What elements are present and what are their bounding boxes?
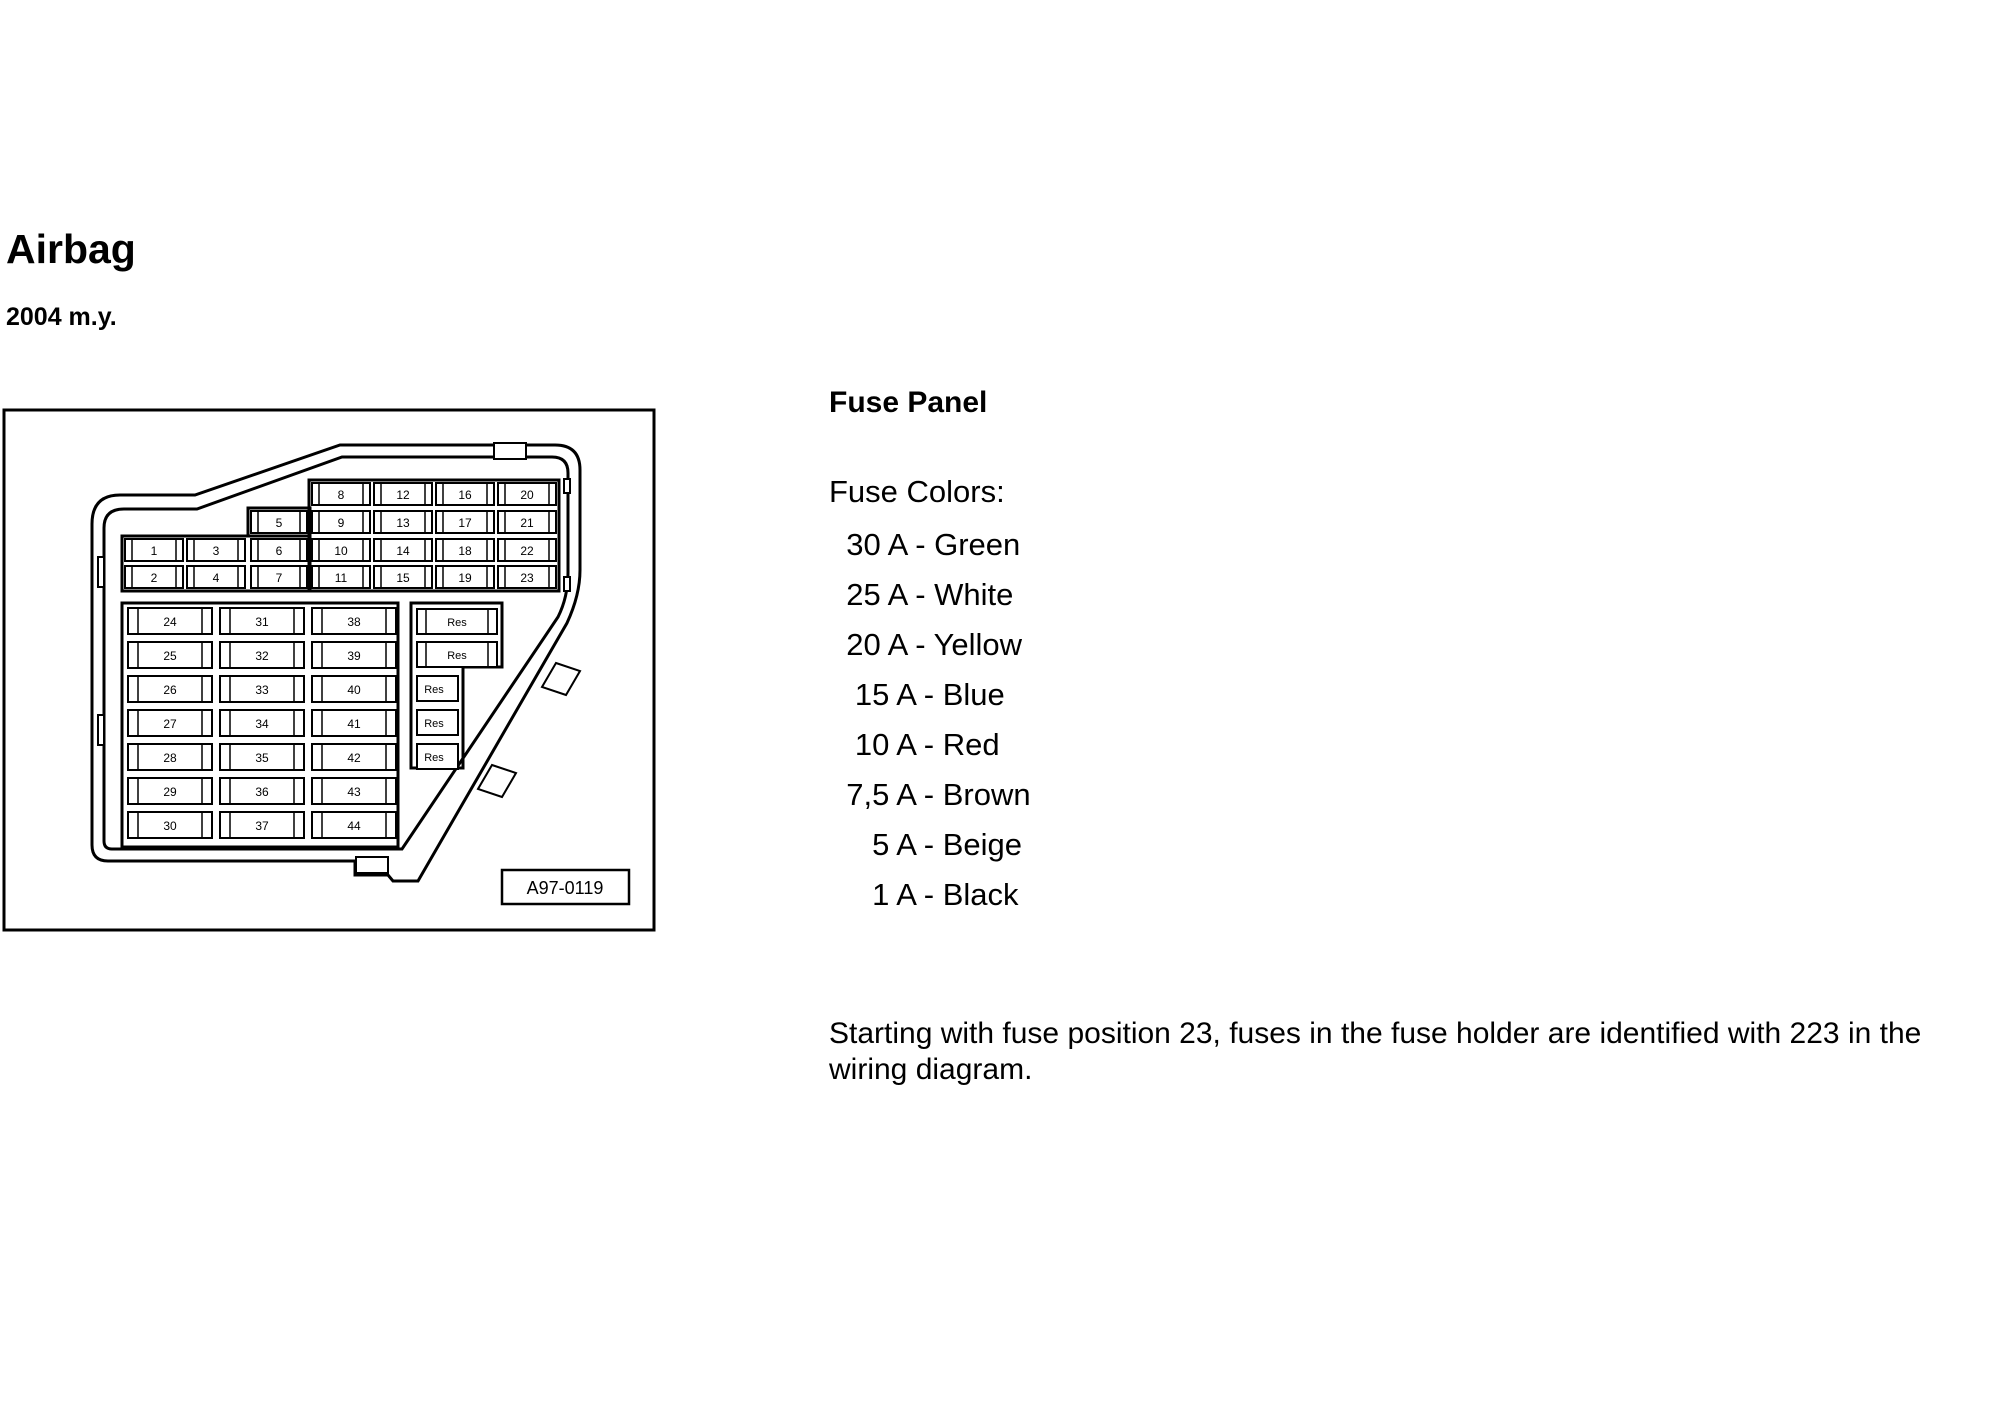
svg-text:5: 5 bbox=[275, 516, 283, 530]
svg-text:37: 37 bbox=[255, 819, 269, 833]
fuse-29 bbox=[128, 778, 212, 804]
fuse-20 bbox=[498, 483, 556, 505]
fuse-34 bbox=[220, 710, 304, 736]
fuse-colors-list bbox=[829, 520, 1031, 920]
fuse-color-item: 15 A - Blue bbox=[829, 677, 1005, 712]
svg-text:Res: Res bbox=[424, 684, 444, 696]
wiring-note: Starting with fuse position 23, fuses in the fuse holder are identified with 223 in the wiring diagram. bbox=[829, 1017, 1922, 1086]
fuse-color-item: 10 A - Red bbox=[829, 727, 1000, 762]
fuse-16 bbox=[436, 483, 494, 505]
svg-text:21: 21 bbox=[520, 516, 534, 530]
figure-id-label bbox=[502, 870, 629, 904]
fuse-7 bbox=[251, 566, 307, 588]
fuse-color-item: 30 A - Green bbox=[829, 527, 1021, 562]
svg-text:27: 27 bbox=[163, 717, 177, 731]
right-clip-lower bbox=[564, 577, 570, 591]
fuse-4 bbox=[187, 566, 245, 588]
fuse-24 bbox=[128, 608, 212, 634]
svg-text:31: 31 bbox=[255, 615, 269, 629]
svg-text:35: 35 bbox=[255, 751, 269, 765]
fuse-13 bbox=[374, 511, 432, 533]
fuse-color-item: 25 A - White bbox=[829, 577, 1014, 612]
svg-text:17: 17 bbox=[458, 516, 472, 530]
fuse-res-5 bbox=[417, 744, 458, 769]
side-latch-1 bbox=[542, 663, 580, 695]
svg-text:22: 22 bbox=[520, 544, 534, 558]
fuse-12 bbox=[374, 483, 432, 505]
right-clip-upper bbox=[564, 479, 570, 493]
svg-text:38: 38 bbox=[347, 615, 361, 629]
svg-text:Res: Res bbox=[447, 617, 467, 629]
svg-text:24: 24 bbox=[163, 615, 177, 629]
fuse-30 bbox=[128, 812, 212, 838]
fuse-44 bbox=[312, 812, 396, 838]
svg-text:1: 1 bbox=[150, 544, 158, 558]
fuse-32 bbox=[220, 642, 304, 668]
fuse-res-4 bbox=[417, 710, 458, 735]
fuse-color-item: 1 A - Black bbox=[829, 877, 1019, 912]
svg-text:41: 41 bbox=[347, 717, 361, 731]
bottom-clip bbox=[356, 857, 388, 873]
fuse-39 bbox=[312, 642, 396, 668]
svg-text:25: 25 bbox=[163, 649, 177, 663]
svg-text:8: 8 bbox=[337, 488, 345, 502]
svg-text:36: 36 bbox=[255, 785, 269, 799]
svg-text:20: 20 bbox=[520, 488, 534, 502]
svg-text:Res: Res bbox=[424, 752, 444, 764]
svg-text:3: 3 bbox=[212, 544, 220, 558]
svg-text:7: 7 bbox=[275, 571, 283, 585]
svg-text:6: 6 bbox=[275, 544, 283, 558]
svg-text:Res: Res bbox=[424, 718, 444, 730]
fuse-res-1 bbox=[417, 609, 497, 634]
fuse-38 bbox=[312, 608, 396, 634]
fuse-21 bbox=[498, 511, 556, 533]
model-year: 2004 m.y. bbox=[6, 303, 117, 331]
fuse-5 bbox=[251, 511, 307, 533]
fuse-color-item: 5 A - Beige bbox=[829, 827, 1023, 862]
svg-text:13: 13 bbox=[396, 516, 410, 530]
fuse-25 bbox=[128, 642, 212, 668]
fuse-11 bbox=[312, 566, 370, 588]
fuse-17 bbox=[436, 511, 494, 533]
fuse-26 bbox=[128, 676, 212, 702]
svg-text:43: 43 bbox=[347, 785, 361, 799]
svg-text:16: 16 bbox=[458, 488, 472, 502]
svg-text:2: 2 bbox=[150, 571, 158, 585]
fuse-3 bbox=[187, 539, 245, 561]
fuse-40 bbox=[312, 676, 396, 702]
fuse-27 bbox=[128, 710, 212, 736]
page-title: Airbag bbox=[6, 226, 136, 272]
svg-text:32: 32 bbox=[255, 649, 269, 663]
fuse-10 bbox=[312, 539, 370, 561]
fuse-6 bbox=[251, 539, 307, 561]
svg-text:18: 18 bbox=[458, 544, 472, 558]
svg-text:9: 9 bbox=[337, 516, 345, 530]
svg-text:34: 34 bbox=[255, 717, 269, 731]
fuse-color-item: 7,5 A - Brown bbox=[829, 777, 1031, 812]
fuse-18 bbox=[436, 539, 494, 561]
fuse-2 bbox=[125, 566, 183, 588]
fuse-31 bbox=[220, 608, 304, 634]
svg-text:42: 42 bbox=[347, 751, 361, 765]
left-clip-lower bbox=[98, 715, 104, 745]
fuse-22 bbox=[498, 539, 556, 561]
top-clip bbox=[494, 443, 526, 459]
svg-text:23: 23 bbox=[520, 571, 534, 585]
svg-text:15: 15 bbox=[396, 571, 410, 585]
left-clip-upper bbox=[98, 557, 104, 587]
fuse-panel-diagram bbox=[0, 405, 660, 935]
svg-text:30: 30 bbox=[163, 819, 177, 833]
fuse-color-item: 20 A - Yellow bbox=[829, 627, 1023, 662]
fuse-1 bbox=[125, 539, 183, 561]
svg-text:4: 4 bbox=[212, 571, 220, 585]
fuse-35 bbox=[220, 744, 304, 770]
svg-text:12: 12 bbox=[396, 488, 410, 502]
fuse-panel-heading: Fuse Panel bbox=[829, 386, 988, 419]
svg-text:14: 14 bbox=[396, 544, 410, 558]
svg-text:33: 33 bbox=[255, 683, 269, 697]
svg-text:Res: Res bbox=[447, 650, 467, 662]
fuse-43 bbox=[312, 778, 396, 804]
svg-text:11: 11 bbox=[334, 571, 348, 585]
fuse-33 bbox=[220, 676, 304, 702]
fuse-37 bbox=[220, 812, 304, 838]
svg-text:A97-0119: A97-0119 bbox=[526, 878, 604, 898]
fuse-15 bbox=[374, 566, 432, 588]
fuse-8 bbox=[312, 483, 370, 505]
svg-text:10: 10 bbox=[334, 544, 348, 558]
fuse-23 bbox=[498, 566, 556, 588]
svg-text:44: 44 bbox=[347, 819, 361, 833]
fuse-36 bbox=[220, 778, 304, 804]
svg-text:39: 39 bbox=[347, 649, 361, 663]
fuse-41 bbox=[312, 710, 396, 736]
fuse-9 bbox=[312, 511, 370, 533]
svg-text:28: 28 bbox=[163, 751, 177, 765]
fuse-42 bbox=[312, 744, 396, 770]
fuse-28 bbox=[128, 744, 212, 770]
svg-text:19: 19 bbox=[458, 571, 472, 585]
fuse-19 bbox=[436, 566, 494, 588]
fuse-14 bbox=[374, 539, 432, 561]
svg-text:29: 29 bbox=[163, 785, 177, 799]
fuse-res-3 bbox=[417, 676, 458, 701]
svg-text:40: 40 bbox=[347, 683, 361, 697]
fuse-res-2 bbox=[417, 642, 497, 667]
svg-text:26: 26 bbox=[163, 683, 177, 697]
fuse-colors-heading: Fuse Colors: bbox=[829, 474, 1005, 509]
